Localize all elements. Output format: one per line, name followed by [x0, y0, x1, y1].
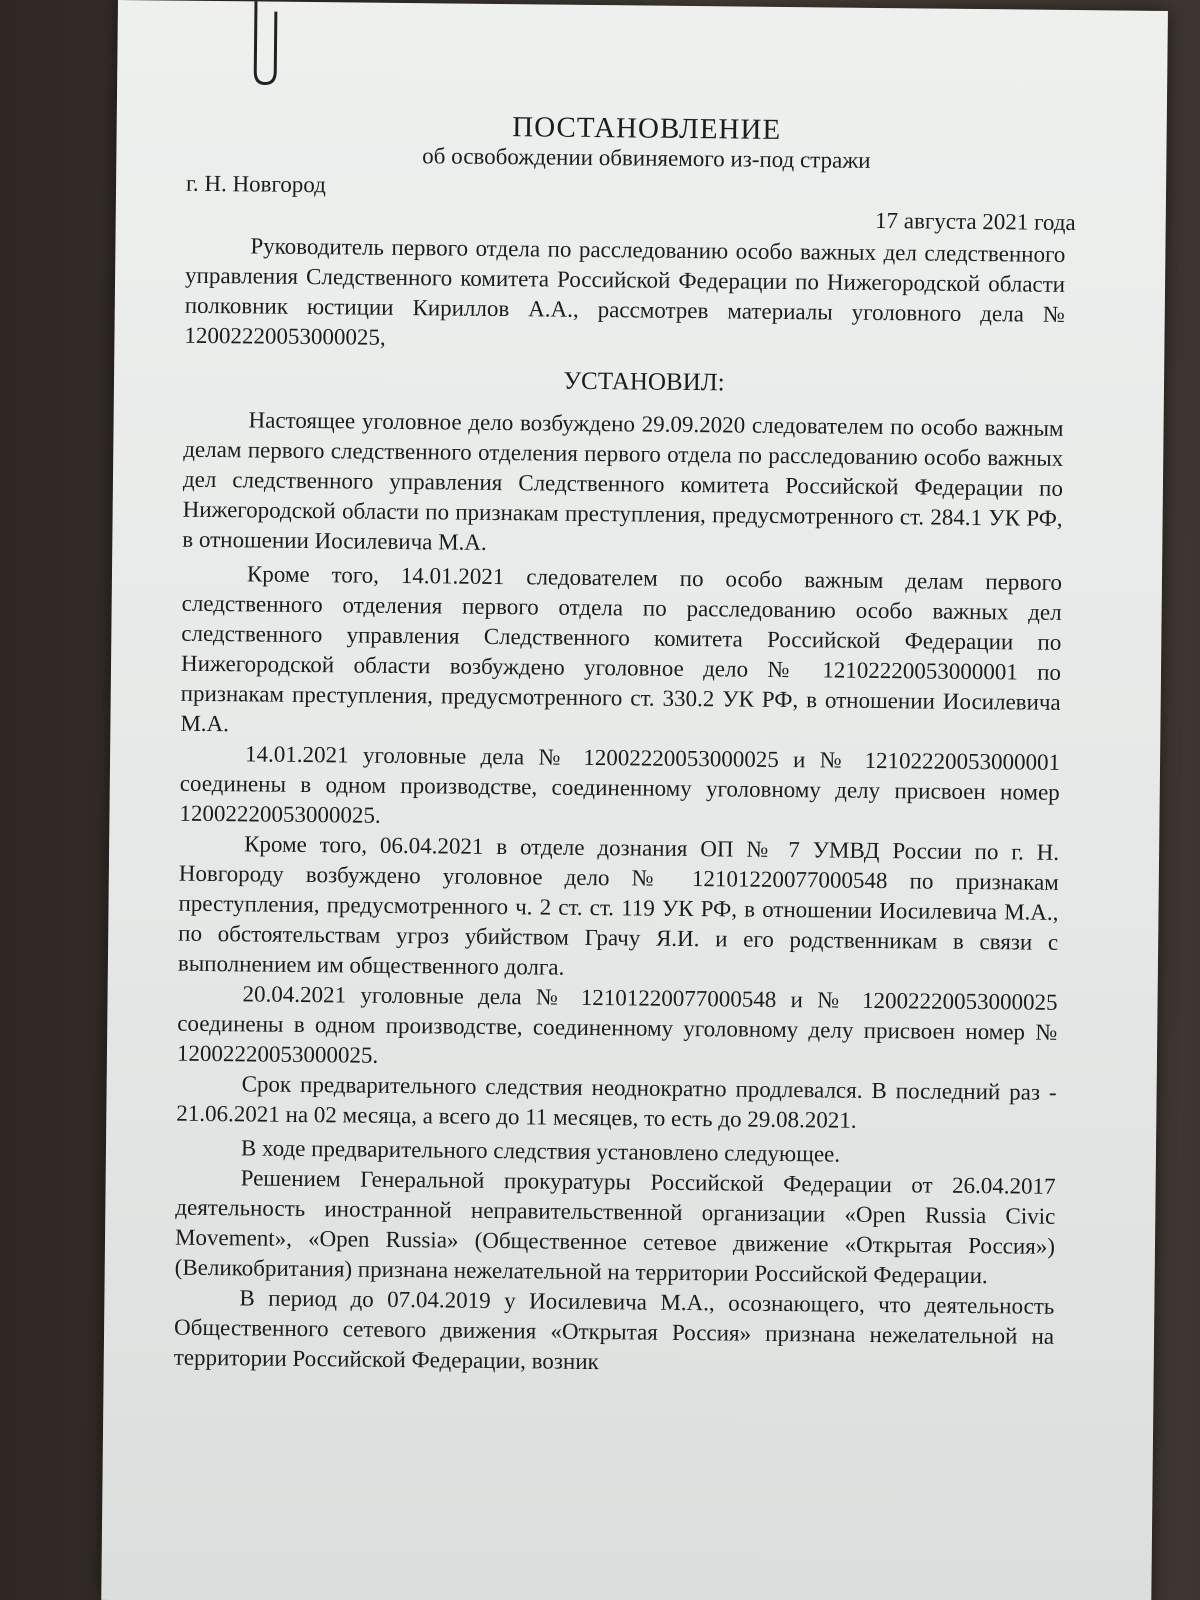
place-date-row [185, 169, 1076, 240]
intro-paragraph: Руководитель первого отдела по расследованию особо важных дел следственного управления Следственного комитета Российской Федерации по Нижегородской области полковник юстиции Кириллов А.А., рассмотрев материалы уголовного дела № 12002220053000025, [184, 233, 1066, 350]
paperclip-icon [247, 1, 288, 91]
city: г. Н. Новгород [185, 170, 327, 198]
paragraph: В период до 07.04.2019 у Иосилевича М.А., осознающего, что деятельность Общественного сетевого движения «Открытая Россия» признана нежелательной на территории Российской Федерации, возник [173, 1285, 1055, 1375]
paragraph: Решением Генеральной прокуратуры Российской Федерации от 26.04.2017 деятельность иностранной неправительственной организации «Open Russia Civic Movement», «Open Russia» (Общественное сетевое движение «Открытая Россия») (Великобритания) признана нежелательной на территории Российской Федерации. [174, 1165, 1056, 1289]
document-body [173, 109, 1076, 1382]
section-heading: УСТАНОВИЛ: [563, 367, 725, 397]
document-date: 17 августа 2021 года [874, 207, 1076, 236]
paragraph: Настоящее уголовное дело возбуждено 29.09.2020 следователем по особо важным делам первого следственного отделения первого отдела по расследованию особо важных дел следственного управления Следственного комитета Российской Федерации по Нижегородской области по признакам преступления, предусмотренного ст. 284.1 УК РФ, в отношении Иосилевича М.А. [182, 407, 1064, 555]
paragraph: Кроме того, 14.01.2021 следователем по особо важным делам первого следственного отделения первого отдела по расследованию особо важных дел следственного управления Следственного комитета Российской Федерации по Нижегородской области возбуждено уголовное дело № 12102220053000001 по признакам преступления, предусмотренного ст. 330.2 УК РФ, в отношении Иосилевича М.А. [180, 561, 1063, 737]
paragraph: Срок предварительного следствия неоднократно продлевался. В последний раз - 21.06.2021 на 02 месяца, а всего до 11 месяцев, то есть до 29.08.2021. [176, 1071, 1057, 1133]
document-subtitle: об освобождении обвиняемого из-под стражи [422, 143, 871, 173]
paragraph: В ходе предварительного следствия установлено следующее. [240, 1135, 841, 1167]
paragraph: 20.04.2021 уголовные дела № 12101220077000548 и № 12002220053000025 соединены в одном производстве, соединенному уголовному делу присвоен номер № 12002220053000025. [176, 981, 1058, 1068]
document-page [101, 0, 1168, 1600]
paragraph: 14.01.2021 уголовные дела № 12002220053000025 и № 12102220053000001 соединены в одном производстве, соединенному уголовному делу присвоен номер 12002220053000025. [179, 741, 1061, 828]
document-title: ПОСТАНОВЛЕНИЕ [512, 111, 782, 146]
paragraph: Кроме того, 06.04.2021 в отделе дознания ОП № 7 УМВД России по г. Н. Новгороду возбуждено уголовное дело № 12101220077000548 по признакам преступления, предусмотренного ч. 2 ст. ст. 119 УК РФ, в отношении Иосилевича М.А., по обстоятельствам угроз убийством Грачу Я.И. и его родственникам в связи с выполнением им общественного долга. [177, 831, 1060, 980]
